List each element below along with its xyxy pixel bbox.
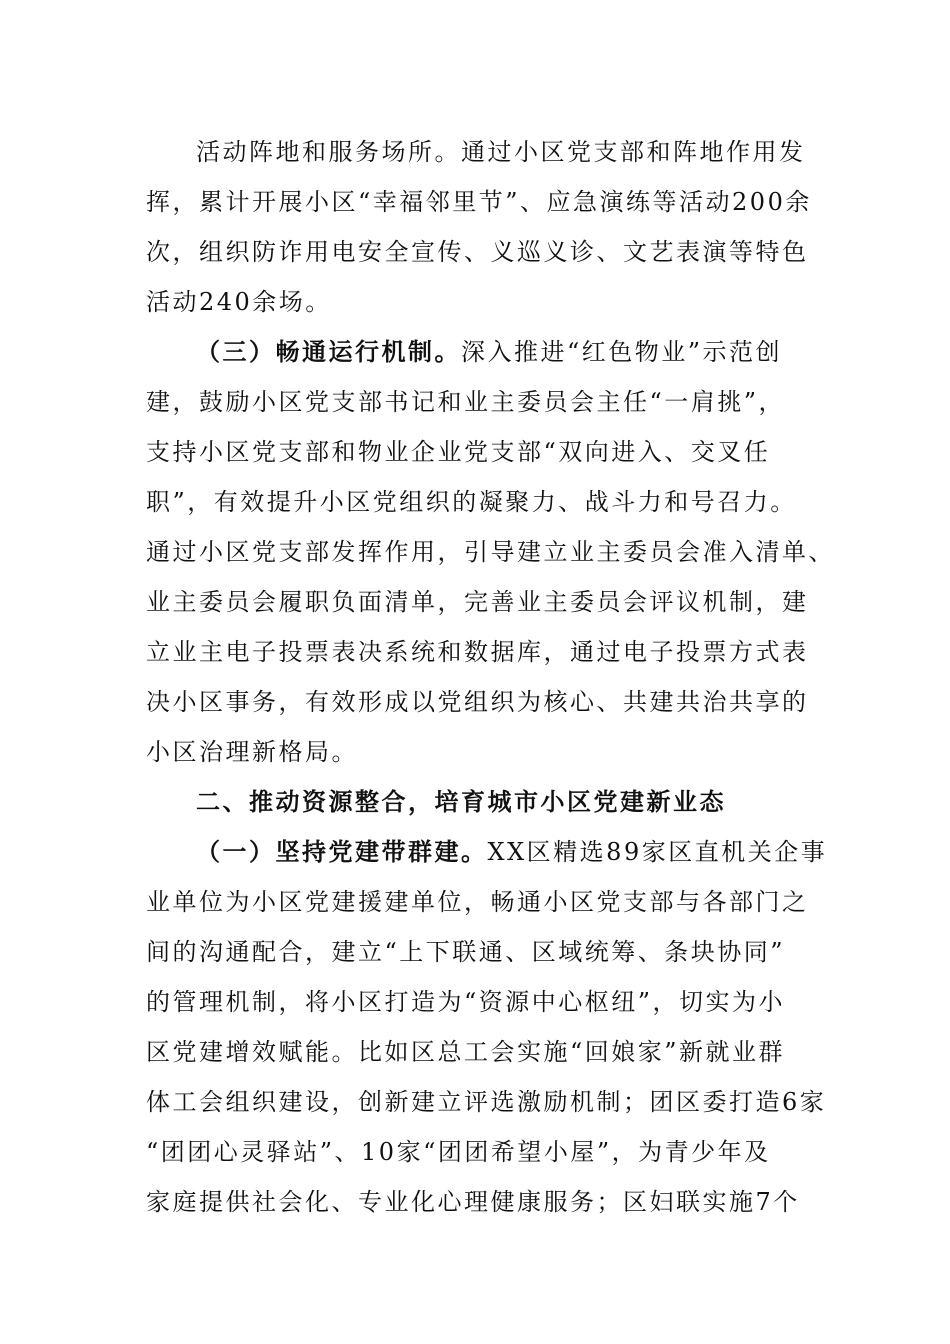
text-line: 业主委员会履职负面清单，完善业主委员会评议机制，建	[146, 588, 809, 616]
chapter-heading-line	[196, 782, 866, 822]
text-line: 职”，有效提升小区党组织的凝聚力、战斗力和号召力。	[146, 488, 797, 516]
text-line: 次，组织防诈用电安全宣传、义巡义诊、文艺表演等特色	[146, 238, 809, 266]
text-line: 业单位为小区党建援建单位，畅通小区党支部与各部门之	[146, 888, 809, 916]
text-line: 挥，累计开展小区“幸福邻里节”、应急演练等活动200余	[146, 188, 812, 216]
text-line: 活动阵地和服务场所。通过小区党支部和阵地作用发	[196, 138, 806, 166]
text-line: 支持小区党支部和物业企业党支部“双向进入、交叉任	[146, 438, 771, 466]
section-heading-line: （一）坚持党建带群建。XX区精选89家区直机关企事	[196, 837, 828, 866]
section-heading: （一）坚持党建带群建。	[196, 837, 488, 866]
text-line: 立业主电子投票表决系统和数据库，通过电子投票方式表	[146, 638, 809, 666]
text-line: 家庭提供社会化、专业化心理健康服务；区妇联实施7个	[146, 1188, 800, 1216]
text-line: 的管理机制，将小区打造为“资源中心枢纽”，切实为小	[146, 988, 786, 1016]
text-line: 间的沟通配合，建立“上下联通、区域统筹、条块协同”	[146, 938, 786, 966]
text-line: 活动240余场。	[146, 288, 332, 316]
text-line: 体工会组织建设，创新建立评选激励机制；团区委打造6家	[146, 1088, 827, 1116]
text-line: 决小区事务，有效形成以党组织为核心、共建共治共享的	[146, 688, 809, 716]
section-heading: （三）畅通运行机制。	[196, 337, 461, 366]
text-line: “团团心灵驿站”、10家“团团希望小屋”，为青少年及	[146, 1138, 771, 1166]
section-heading-line: （三）畅通运行机制。深入推进“红色物业”示范创	[196, 337, 783, 366]
text-line: 小区治理新格局。	[146, 738, 358, 766]
text-line: 区党建增效赋能。比如区总工会实施“回娘家”新就业群	[146, 1038, 786, 1066]
text-line: 通过小区党支部发挥作用，引导建立业主委员会准入清单、	[146, 538, 835, 566]
chapter-heading: 二、推动资源整合，培育城市小区党建新业态	[196, 787, 726, 816]
text-line: 建，鼓励小区党支部书记和业主委员会主任“一肩挑”，	[146, 388, 786, 416]
